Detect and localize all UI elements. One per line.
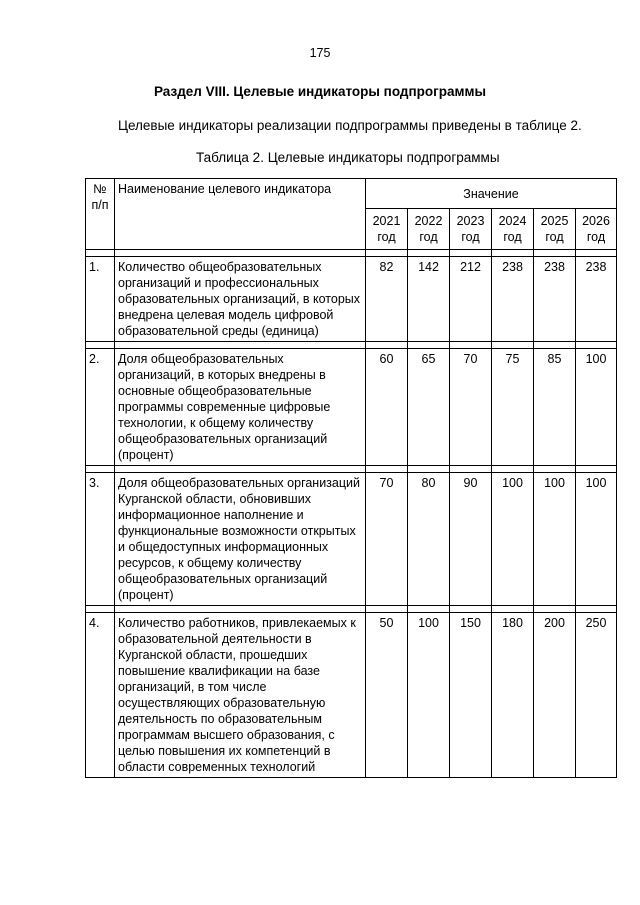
- table-spacer-row: [86, 250, 617, 257]
- indicator-value: 238: [492, 257, 534, 342]
- indicator-value: 70: [450, 349, 492, 466]
- row-number: 2.: [86, 349, 115, 466]
- indicator-value: 85: [534, 349, 576, 466]
- row-number: 3.: [86, 473, 115, 606]
- table-caption: Таблица 2. Целевые индикаторы подпрограммы: [196, 150, 500, 165]
- indicator-value: 90: [450, 473, 492, 606]
- indicator-value: 250: [576, 613, 617, 778]
- year-header: 2024 год: [492, 209, 534, 250]
- row-number: 1.: [86, 257, 115, 342]
- indicator-name: Доля общеобразовательных организаций, в которых внедрены в основные общеобразовательные программы современные цифровые технологии, к общему количеству общеобразовательных организаций (процент): [115, 349, 366, 466]
- indicator-value: 150: [450, 613, 492, 778]
- indicator-value: 70: [366, 473, 408, 606]
- column-header-number: № п/п: [86, 179, 115, 250]
- table-row: [86, 257, 617, 342]
- intro-text: Целевые индикаторы реализации подпрограммы приведены в таблице 2.: [118, 118, 582, 133]
- indicator-value: 238: [534, 257, 576, 342]
- table-spacer-row: [86, 606, 617, 613]
- indicator-name: Количество работников, привлекаемых к образовательной деятельности в Курганской области, прошедших повышение квалификации на базе организаций, в том числе осуществляющих образовательную деятельность по образовательным программам высшего образования, с целью повышения их компетенций в области современных технологий: [115, 613, 366, 778]
- indicator-name: Количество общеобразовательных организаций и профессиональных образовательных организаций, в которых внедрена целевая модель цифровой образовательной среды (единица): [115, 257, 366, 342]
- indicator-value: 80: [408, 473, 450, 606]
- indicator-value: 50: [366, 613, 408, 778]
- indicator-value: 82: [366, 257, 408, 342]
- indicator-value: 100: [576, 349, 617, 466]
- indicator-value: 180: [492, 613, 534, 778]
- indicator-value: 100: [576, 473, 617, 606]
- page-number: 175: [309, 46, 331, 60]
- year-header: 2023 год: [450, 209, 492, 250]
- indicator-name: Доля общеобразовательных организаций Курганской области, обновивших информационное наполнение и функциональные возможности открытых и общедоступных информационных ресурсов, к общему количеству общеобразовательных организаций (процент): [115, 473, 366, 606]
- indicator-value: 212: [450, 257, 492, 342]
- indicator-value: 238: [576, 257, 617, 342]
- section-title: Раздел VIII. Целевые индикаторы подпрограммы: [153, 84, 486, 99]
- indicator-value: 60: [366, 349, 408, 466]
- column-header-value: Значение: [366, 179, 617, 209]
- table-row: [86, 349, 617, 466]
- indicator-value: 75: [492, 349, 534, 466]
- indicator-value: 142: [408, 257, 450, 342]
- year-header: 2025 год: [534, 209, 576, 250]
- indicators-table: [85, 178, 617, 778]
- year-header: 2026 год: [576, 209, 617, 250]
- indicator-value: 100: [534, 473, 576, 606]
- table-spacer-row: [86, 342, 617, 349]
- year-header: 2022 год: [408, 209, 450, 250]
- row-number: 4.: [86, 613, 115, 778]
- table-spacer-row: [86, 466, 617, 473]
- table-row: [86, 473, 617, 606]
- indicator-value: 100: [408, 613, 450, 778]
- year-header: 2021 год: [366, 209, 408, 250]
- indicator-value: 65: [408, 349, 450, 466]
- table-row: [86, 613, 617, 778]
- indicator-value: 200: [534, 613, 576, 778]
- column-header-indicator-name: Наименование целевого индикатора: [115, 179, 366, 250]
- indicator-value: 100: [492, 473, 534, 606]
